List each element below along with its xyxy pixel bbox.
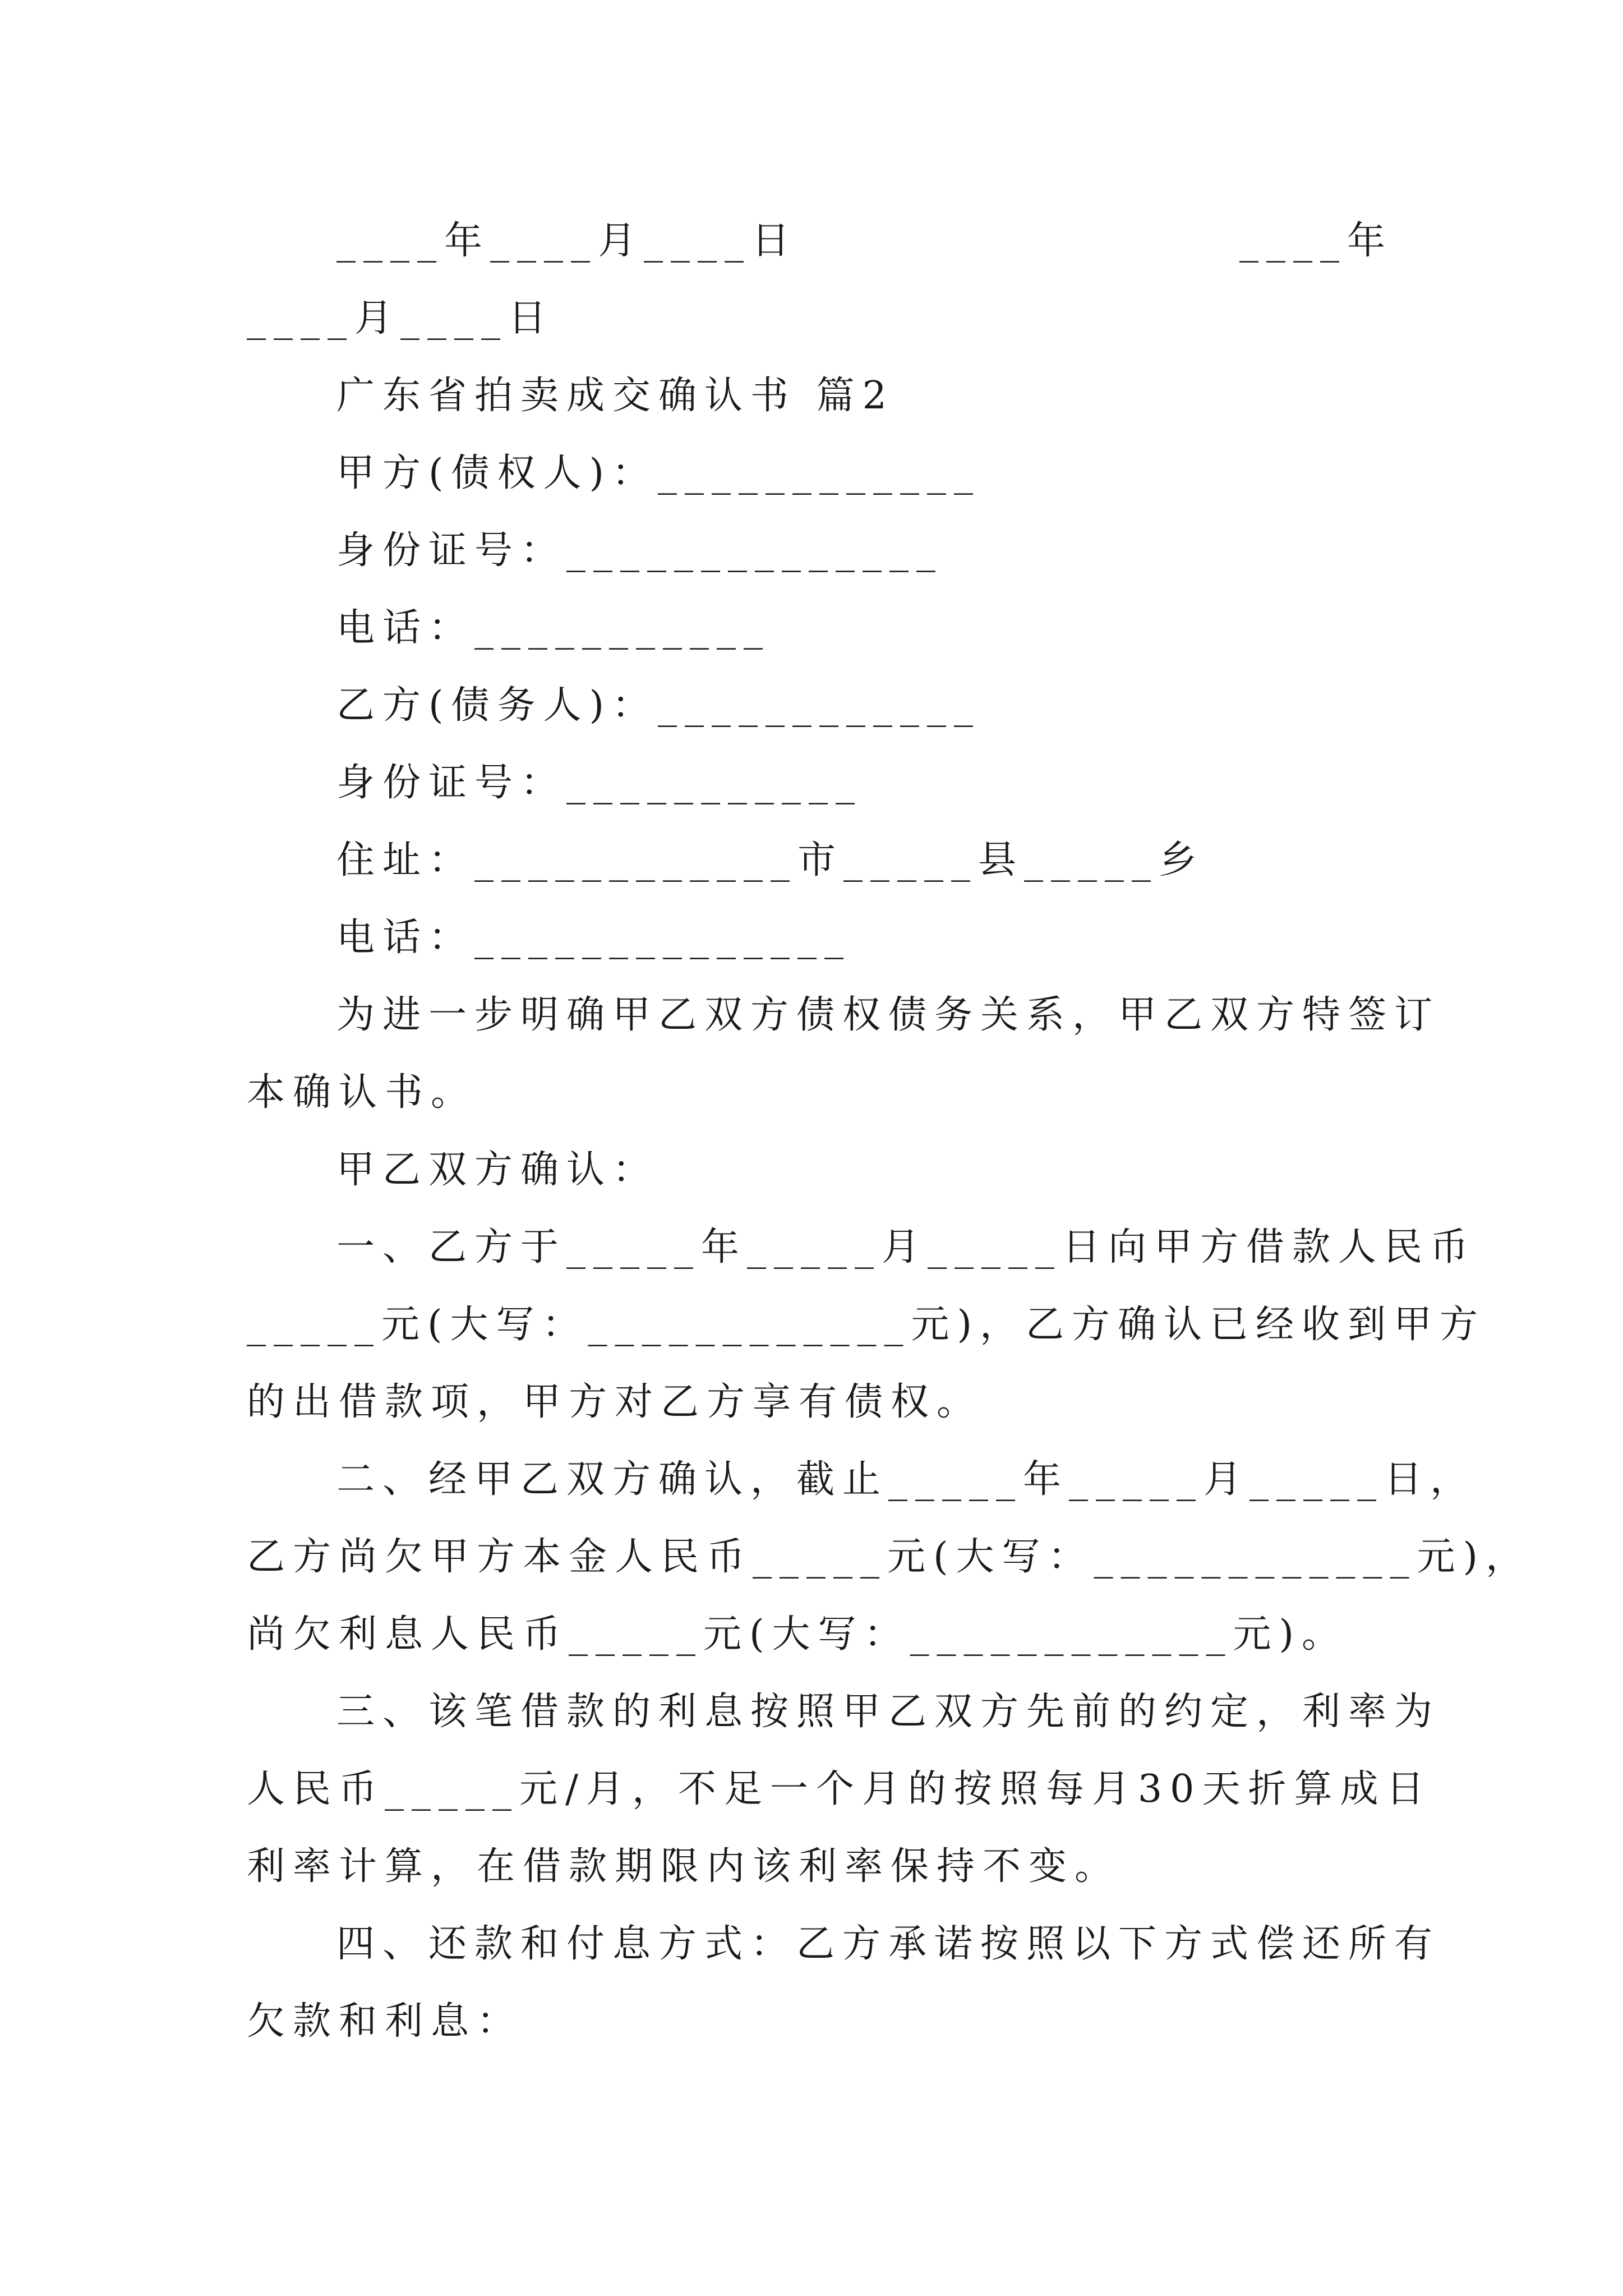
- date-left: ____年____月____日: [336, 219, 798, 263]
- party-b-phone-field: 电话：______________: [336, 915, 852, 960]
- date-line: [0, 202, 1623, 280]
- party-a-id-field: 身份证号：______________: [336, 528, 944, 573]
- clause-3-line-3: 利率计算，在借款期限内该利率保持不变。: [247, 1844, 1121, 1889]
- date-right-year: ____年: [1239, 219, 1394, 263]
- party-a-phone-field: 电话：___________: [336, 606, 771, 650]
- paragraph-intro-line-1: 为进一步明确甲乙双方债权债务关系，甲乙双方特签订: [336, 993, 1441, 1037]
- clause-2-line-2: 乙方尚欠甲方本金人民币_____元(大写：____________元)，: [247, 1535, 1532, 1579]
- clause-1-line-3: 的出借款项，甲方对乙方享有债权。: [247, 1380, 983, 1424]
- clause-3-line-2: 人民币_____元/月，不足一个月的按照每月30天折算成日: [247, 1767, 1432, 1811]
- clause-3-line-1: 三、该笔借款的利息按照甲乙双方先前的约定，利率为: [336, 1690, 1441, 1734]
- party-b-address-field: 住址：____________市_____县_____乡: [336, 838, 1205, 882]
- paragraph-intro-line-2: 本确认书。: [247, 1070, 477, 1115]
- clause-2-line-3: 尚欠利息人民币_____元(大写：____________元)。: [247, 1612, 1348, 1657]
- party-b-id-field: 身份证号：___________: [336, 761, 863, 805]
- party-a-field: 甲方(债权人)：____________: [336, 451, 981, 495]
- confirm-heading: 甲乙双方确认：: [336, 1148, 659, 1192]
- clause-2-line-1: 二、经甲乙双方确认，截止_____年_____月_____日，: [336, 1457, 1477, 1502]
- section-title: 广东省拍卖成交确认书 篇2: [336, 374, 895, 418]
- clause-4-line-1: 四、还款和付息方式：乙方承诺按照以下方式偿还所有: [336, 1922, 1441, 1966]
- party-b-field: 乙方(债务人)：____________: [336, 683, 981, 728]
- clause-1-line-1: 一、乙方于_____年_____月_____日向甲方借款人民币: [336, 1225, 1477, 1269]
- date-right-month-day: ____月____日: [247, 296, 555, 341]
- date-line-continued: [0, 279, 1623, 358]
- clause-1-line-2: _____元(大写：____________元)，乙方确认已经收到甲方: [247, 1303, 1486, 1347]
- clause-4-line-2: 欠款和利息：: [247, 1999, 523, 2044]
